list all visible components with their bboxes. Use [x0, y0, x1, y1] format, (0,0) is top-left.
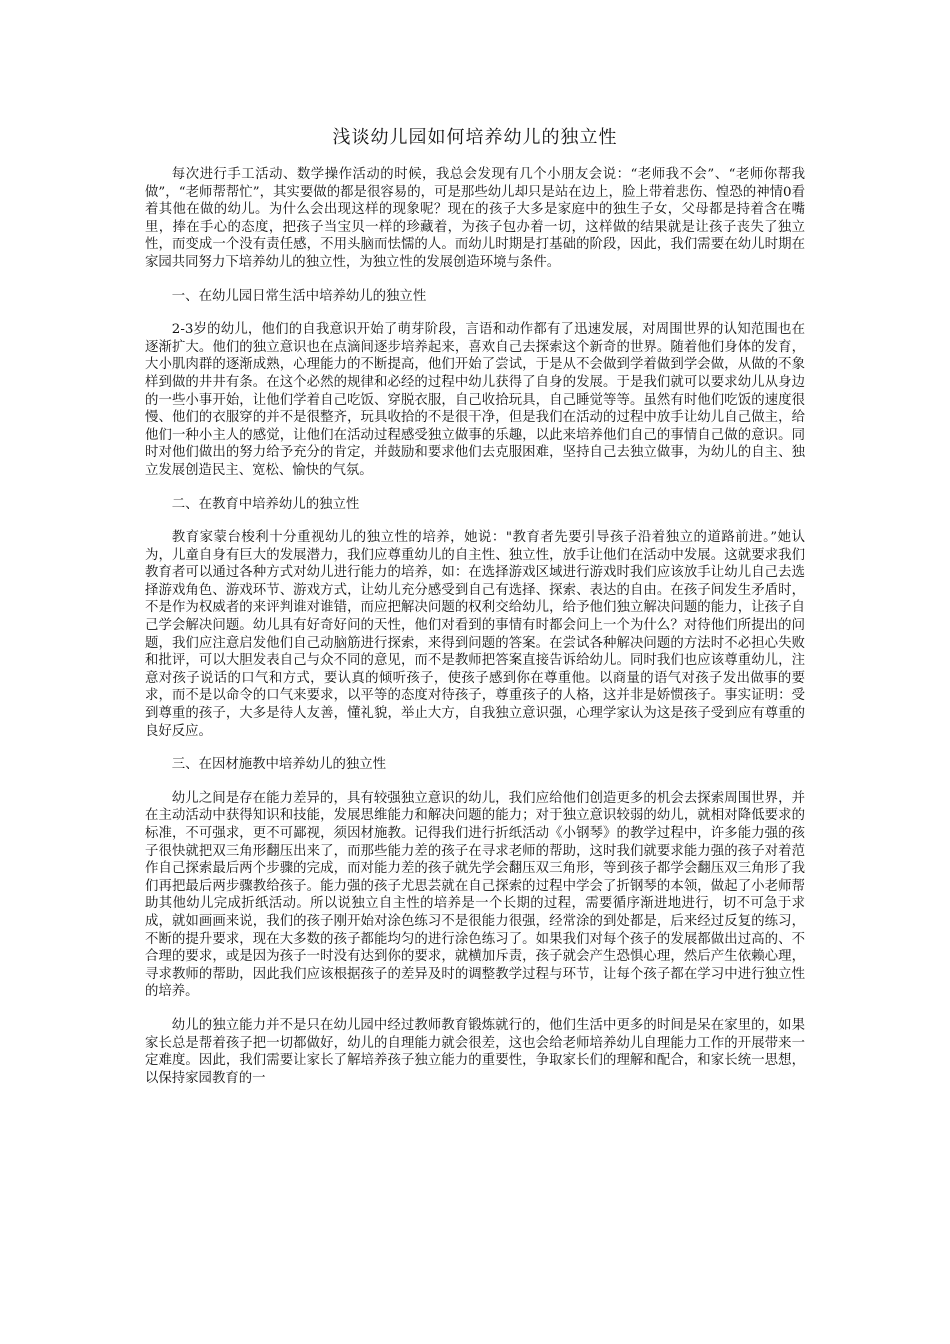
document-page — [145, 126, 805, 1103]
intro-paragraph: 每次进行手工活动、数学操作活动的时候，我总会发现有几个小朋友会说：“老师我不会”、“老师你帮我做”，“老师帮帮忙”，其实要做的都是很容易的，可是那些幼儿却只是站在边上，脸上带着悲伤、惶恐的神情0看着其他在做的幼儿。为什么会出现这样的现象呢？现在的孩子大多是家庭中的独生子女，父母都是持着含在嘴里，捧在手心的态度，把孩子当宝贝一样的珍藏着，为孩子包办着一切，这样做的结果就是让孩子丧失了独立性，而变成一个没有责任感，不用头脑而怯懦的人。而幼儿时期是打基础的阶段，因此，我们需要在幼儿时期在家园共同努力下培养幼儿的独立性，为独立性的发展创造环境与条件。 — [145, 167, 805, 270]
section-2-heading: 二、在教育中培养幼儿的独立性 — [171, 496, 360, 512]
section-2-paragraph: 教育家蒙台梭利十分重视幼儿的独立性的培养，她说："教育者先要引导孩子沿着独立的道路前进。”她认为，儿童自身有巨大的发展潜力，我们应尊重幼儿的自主性、独立性，放手让他们在活动中发展。这就要求我们教育者可以通过各种方式对幼儿进行能力的培养，如：在选择游戏区域进行游戏时我们应该放手让幼儿自己去选择游戏角色、游戏环节、游戏方式，让幼儿充分感受到自己有选择、探索、表达的自由。在孩子间发生矛盾时，不是作为权威者的来评判谁对谁错，而应把解决问题的权利交给幼儿，给予他们独立解决问题的能力，让孩子自己学会解决问题。幼儿具有好奇好问的天性，他们对看到的事情有时都会问上一个为什么？对待他们所提出的问题，我们应注意启发他们自己动脑筋进行探索，来得到问题的答案。在尝试各种解决问题的方法时不必担心失败和批评，可以大胆发表自己与众不同的意见，而不是教师把答案直接告诉给幼儿。同时我们也应该尊重幼儿，注意对孩子说话的口气和方式，要认真的倾听孩子，使孩子感到你在尊重他。以商量的语气对孩子发出做事的要求，而不是以命令的口气来要求，以平等的态度对待孩子，尊重孩子的人格，这并非是娇惯孩子。事实证明：受到尊重的孩子，大多是待人友善，懂礼貌，举止大方，自我独立意识强，心理学家认为这是孩子受到应有尊重的良好反应。 — [145, 530, 805, 739]
section-1-paragraph: 2-3岁的幼儿，他们的自我意识开始了萌芽阶段，言语和动作都有了迅速发展，对周围世界的认知范围也在逐渐扩大。他们的独立意识也在点滴间逐步培养起来，喜欢自己去探索这个新奇的世界。随着他们身体的发育，大小肌肉群的逐渐成熟，心理能力的不断提高，他们开始了尝试，于是从不会做到学着做到学会做，从做的不象样到做的井井有条。在这个必然的规律和必经的过程中幼儿获得了自身的发展。于是我们就可以要求幼儿从身边的一些小事开始，让他们学着自己吃饭、穿脱衣服，自己收拾玩具，自己睡觉等等。虽然有时他们吃饭的速度很慢、他们的衣服穿的并不是很整齐，玩具收拾的不是很干净，但是我们在活动的过程中放手让幼儿自己做主，给他们一种小主人的感觉，让他们在活动过程感受独立做事的乐趣，以此来培养他们自己的事情自己做的意识。同时对他们做出的努力给予充分的肯定，并鼓励和要求他们去克服困难，坚持自己去独立做事，为幼儿的自主、独立发展创造民主、宽松、愉快的气氛。 — [145, 322, 805, 478]
section-3-heading: 三、在因材施教中培养幼儿的独立性 — [171, 757, 387, 773]
section-4-paragraph: 幼儿的独立能力并不是只在幼儿园中经过教师教育锻炼就行的，他们生活中更多的时间是呆在家里的，如果家长总是帮着孩子把一切都做好，幼儿的自理能力就会很差，这也会给老师培养幼儿自理能力工作的开展带来一定难度。因此，我们需要让家长了解培养孩子独立能力的重要性，争取家长们的理解和配合，和家长统一思想，以保持家园教育的一 — [145, 1017, 805, 1086]
section-3-paragraph: 幼儿之间是存在能力差异的，具有较强独立意识的幼儿，我们应给他们创造更多的机会去探索周围世界，并在主动活动中获得知识和技能，发展思维能力和解决问题的能力；对于独立意识较弱的幼儿，就相对降低要求的标准，不可强求，更不可鄙视，须因材施教。记得我们进行折纸活动《小钢琴》的教学过程中，许多能力强的孩子很快就把双三角形翻压出来了，而那些能力差的孩子在寻求老师的帮助，这时我们就要求能力强的孩子对着范作自己探索最后两个步骤的完成，而对能力差的孩子就先学会翻压双三角形，等到孩子都学会翻压双三角形了我们再把最后两步骤教给孩子。能力强的孩子尤思芸就在自己探索的过程中学会了折钢琴的本领，做起了小老师帮助其他幼儿完成折纸活动。所以说独立自主性的培养是一个长期的过程，需要循序渐进地进行，切不可急于求成，就如画画来说，我们的孩子刚开始对涂色练习不是很能力很强，经常涂的到处都是，后来经过反复的练习，不断的提升要求，现在大多数的孩子都能均匀的进行涂色练习了。如果我们对每个孩子的发展都做出过高的、不合理的要求，或是因为孩子一时没有达到你的要求，就横加斥责，孩子就会产生恐惧心理，然后产生依赖心理，寻求教师的帮助，因此我们应该根据孩子的差异及时的调整教学过程与环节，让每个孩子都在学习中进行独立性的培养。 — [145, 790, 805, 1000]
section-1-heading: 一、在幼儿园日常生活中培养幼儿的独立性 — [171, 288, 427, 304]
document-title: 浅谈幼儿园如何培养幼儿的独立性 — [332, 127, 618, 148]
